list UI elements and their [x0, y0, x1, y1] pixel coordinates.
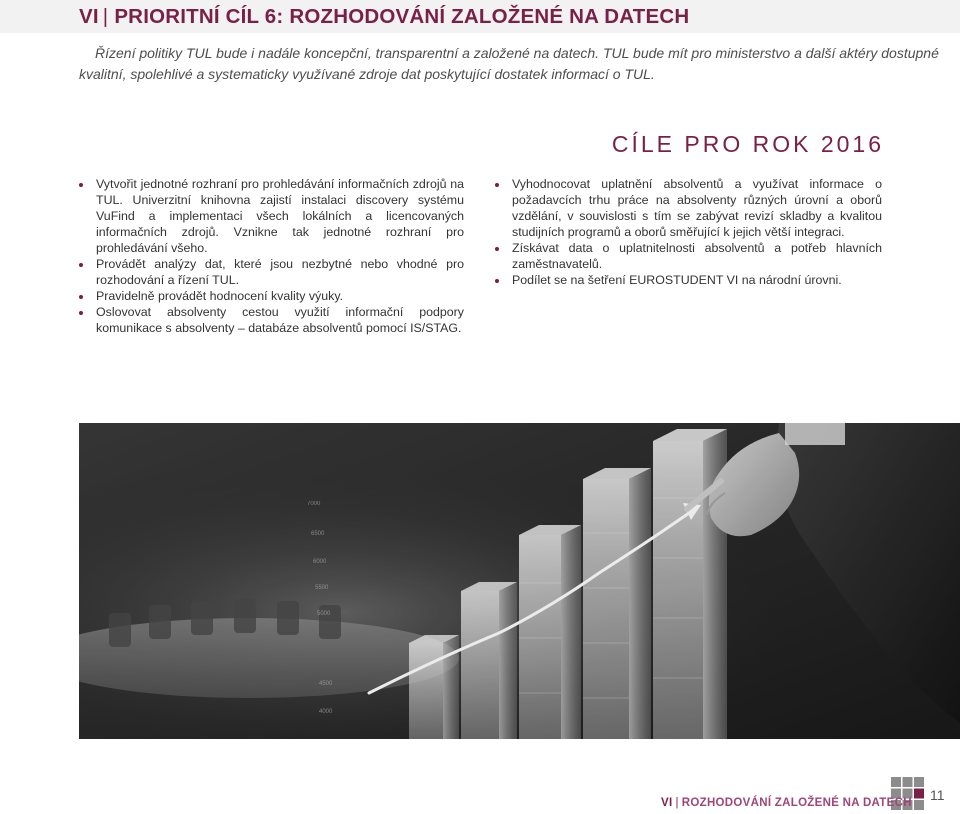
section-number: VI	[79, 5, 99, 28]
axis-label: 4000	[319, 709, 333, 715]
list-item	[495, 272, 882, 288]
section-title: PRIORITNÍ CÍL 6: ROZHODOVÁNÍ ZALOŽENÉ NA DATECH	[114, 5, 690, 28]
bullet-icon	[79, 263, 83, 267]
list-item-text: Provádět analýzy dat, které jsou nezbytné nebo vhodné pro rozhodování a řízení TUL.	[96, 257, 464, 287]
photo-illustration	[79, 423, 960, 739]
footer-section: VI	[661, 797, 673, 809]
list-item	[79, 288, 464, 304]
axis-label: 4500	[319, 681, 333, 687]
left-goals-column	[79, 176, 464, 336]
intro-paragraph	[79, 43, 939, 85]
bullet-icon	[79, 295, 83, 299]
list-item	[79, 256, 464, 288]
list-item-text: Vyhodnocovat uplatnění absolventů a využívat informace o požadavcích trhu práce na absolventy různých úrovní a oborů vzdělání, v souvislosti s tím se zabývat revizí skladby a kvalitou studijních programů a oborů směřující k jejich větší integraci.	[512, 177, 882, 239]
axis-label: 6000	[313, 559, 327, 565]
axis-label: 5500	[315, 585, 329, 591]
bullet-icon	[79, 311, 83, 315]
bullet-icon	[495, 183, 499, 187]
list-item-text: Vytvořit jednotné rozhraní pro prohledávání informačních zdrojů na TUL. Univerzitní knihovna zajistí instalaci discovery systému VuFind a implementaci všech lokálních a licencovaných informačních zdrojů. Vznikne tak jednotné rozhraní pro prohledávání všeho.	[96, 177, 464, 255]
list-item-text: Získávat data o uplatnitelnosti absolventů a potřeb hlavních zaměstnavatelů.	[512, 241, 882, 271]
axis-label: 5000	[317, 611, 331, 617]
footer-separator: |	[675, 797, 679, 809]
bullet-icon	[495, 247, 499, 251]
list-item	[495, 176, 882, 240]
list-item	[79, 304, 464, 336]
list-item	[79, 176, 464, 256]
title-separator: |	[102, 5, 109, 28]
axis-label: 7000	[307, 501, 321, 507]
list-item-text: Pravidelně provádět hodnocení kvality výuky.	[96, 289, 344, 303]
right-goals-column	[495, 176, 882, 288]
goals-heading: CÍLE PRO ROK 2016	[611, 131, 884, 157]
footer-running-title	[661, 797, 912, 809]
list-item	[495, 240, 882, 272]
bullet-icon	[79, 183, 83, 187]
intro-line: kvalitní, spolehlivé a systematicky využívané zdroje dat poskytující dostatek informací o TUL.	[79, 66, 655, 82]
bullet-icon	[495, 279, 499, 283]
intro-line: Řízení politiky TUL bude i nadále koncepční, transparentní a založené na datech. TUL bude mít pro ministerstvo a další aktéry dostupné	[95, 45, 939, 61]
page-number: 11	[930, 787, 945, 803]
footer-title: ROZHODOVÁNÍ ZALOŽENÉ NA DATECH	[681, 797, 912, 809]
axis-label: 6500	[311, 531, 325, 537]
business-chart-photo	[79, 423, 960, 739]
list-item-text: Oslovovat absolventy cestou využití informační podpory komunikace s absolventy – databáze absolventů pomocí IS/STAG.	[96, 305, 464, 335]
list-item-text: Podílet se na šetření EUROSTUDENT VI na národní úrovni.	[512, 273, 842, 287]
page-title	[79, 5, 689, 29]
